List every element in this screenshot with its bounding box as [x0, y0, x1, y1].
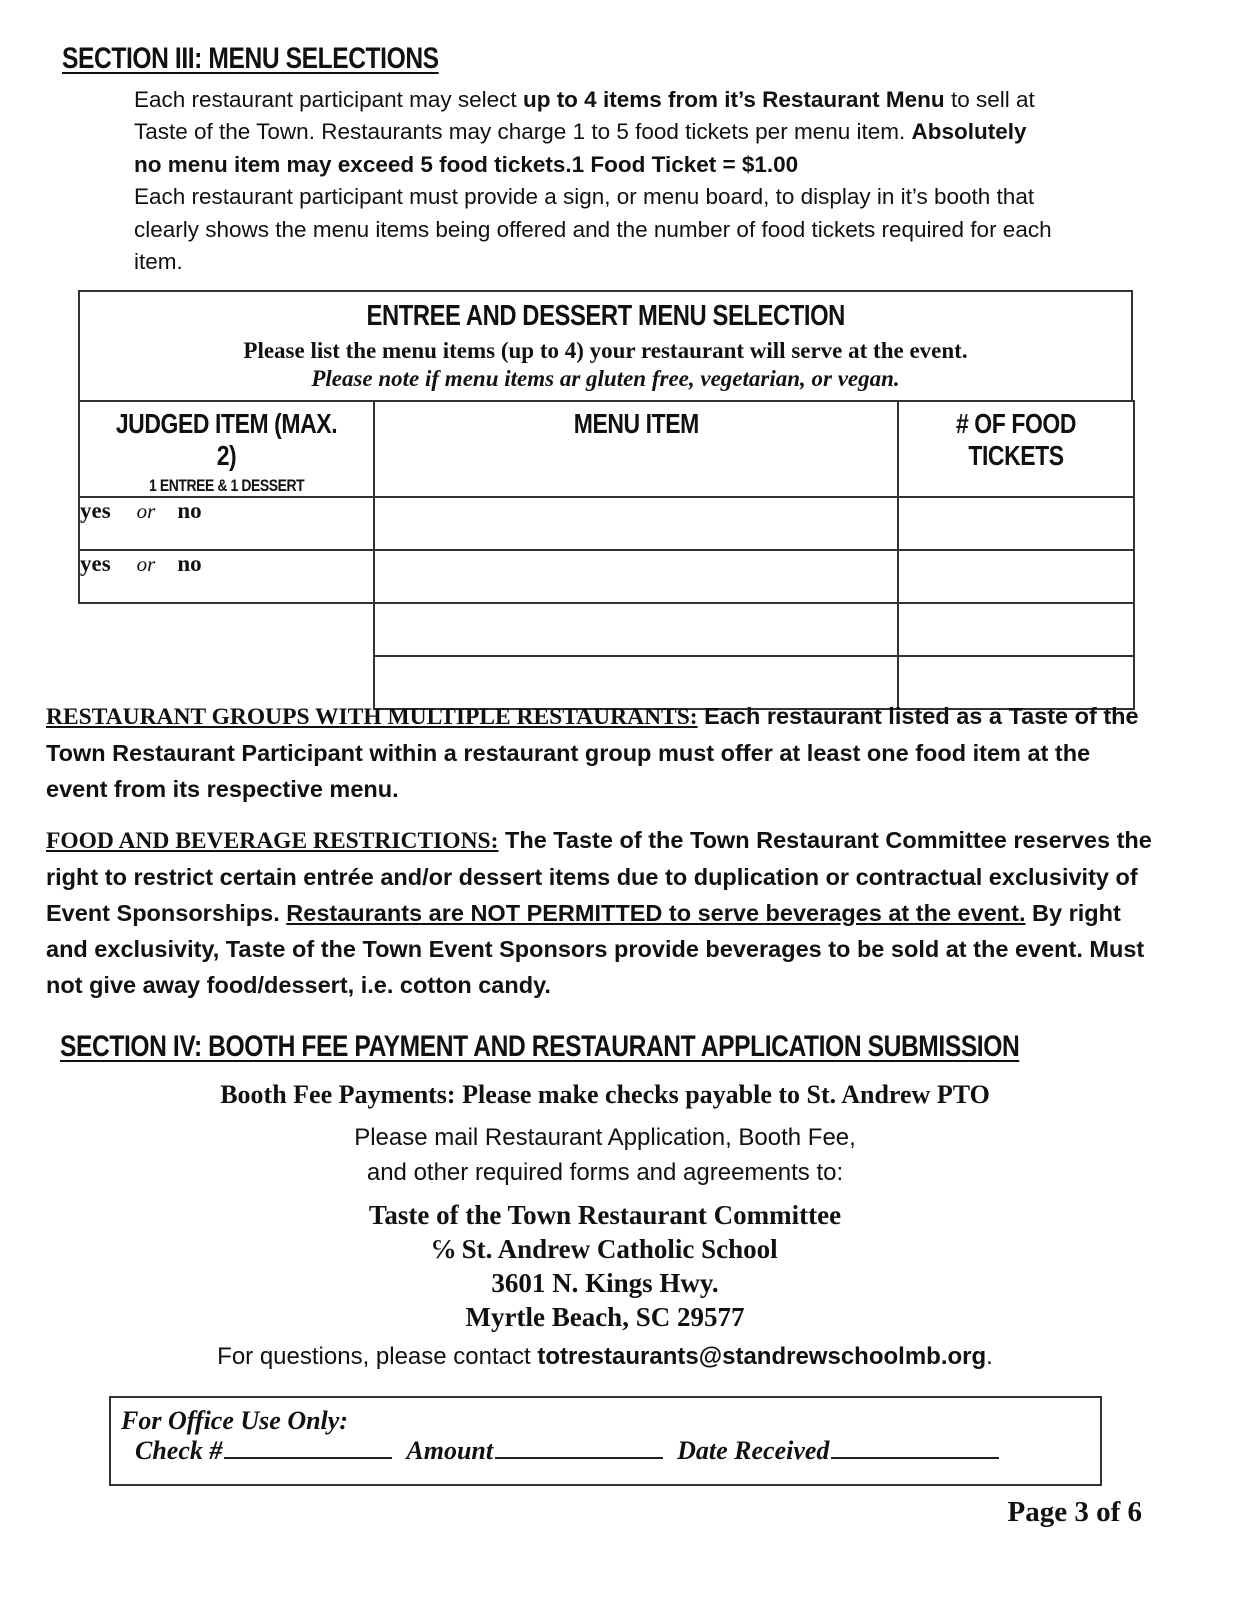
mail-line-1: Please mail Restaurant Application, Booth Fee, — [354, 1124, 856, 1151]
address-line: Taste of the Town Restaurant Committee — [368, 1200, 842, 1230]
mail-line-2: and other required forms and agreements to: — [366, 1159, 844, 1186]
menu-table — [78, 400, 1135, 710]
food-tickets-cell[interactable] — [898, 603, 1134, 656]
menu-item-header: MENU ITEM — [374, 401, 898, 497]
check-number-field[interactable] — [224, 1437, 392, 1459]
judged-choice-2[interactable] — [79, 550, 374, 603]
or-text: or — [136, 552, 156, 576]
menu-item-cell[interactable] — [374, 497, 898, 550]
date-received-label: Date Received — [677, 1436, 830, 1465]
menu-box-note: Please note if menu items ar gluten free, vegetarian, or vegan. — [311, 366, 900, 391]
office-use-title: For Office Use Only: — [121, 1406, 348, 1435]
address-line: ℅ St. Andrew Catholic School — [432, 1234, 778, 1264]
section-iii-intro — [134, 84, 1054, 278]
food-tickets-cell[interactable] — [898, 497, 1134, 550]
section-iii-title: SECTION III: MENU SELECTIONS — [62, 42, 439, 75]
table-row — [79, 603, 1134, 656]
intro-paragraph-1: Each restaurant participant may select up to 4 items from it’s Restaurant Menu to sell at Taste of the Town. Restaurants may charge 1 to 5 food tickets per menu item. Absolutely no menu item may exceed 5 food tickets.1 Food Ticket = $1.00 — [134, 87, 1035, 177]
payment-line: Booth Fee Payments: Please make checks payable to St. Andrew PTO — [220, 1080, 990, 1109]
check-label: Check # — [135, 1436, 223, 1465]
or-text: or — [136, 499, 156, 523]
empty-cell — [79, 603, 374, 656]
page-number: Page 3 of 6 — [1007, 1496, 1142, 1528]
food-tickets-header: # OF FOOD TICKETS — [898, 401, 1134, 497]
food-tickets-cell[interactable] — [898, 550, 1134, 603]
yes-option[interactable]: yes — [80, 498, 111, 523]
no-option[interactable]: no — [177, 498, 202, 523]
questions-line: For questions, please contact totrestaurants@standrewschoolmb.org. — [217, 1343, 993, 1370]
table-row — [79, 550, 1134, 603]
menu-box-title: ENTREE AND DESSERT MENU SELECTION — [366, 300, 845, 332]
menu-box-instruction: Please list the menu items (up to 4) your restaurant will serve at the event. — [243, 338, 968, 363]
restrictions-paragraph: FOOD AND BEVERAGE RESTRICTIONS: The Taste of the Town Restaurant Committee reserves the right to restrict certain entrée and/or dessert items due to duplication or contractual exclusivity of Event Sponsorships. Restaurants are NOT PERMITTED to serve beverages at the event. By right and exclusivity, Taste of the Town Event Sponsors provide beverages to be sold at the event. Must not give away food/dessert, i.e. cotton candy. — [46, 827, 1152, 998]
mailing-address — [0, 1198, 1210, 1334]
yes-option[interactable]: yes — [80, 551, 111, 576]
table-header-row — [79, 401, 1134, 497]
address-line: 3601 N. Kings Hwy. — [491, 1268, 719, 1298]
menu-item-cell[interactable] — [374, 550, 898, 603]
no-option[interactable]: no — [177, 551, 202, 576]
amount-field[interactable] — [495, 1437, 663, 1459]
judged-choice-1[interactable] — [79, 497, 374, 550]
menu-selection-box — [78, 290, 1133, 400]
restaurant-groups-paragraph: RESTAURANT GROUPS WITH MULTIPLE RESTAURANTS: Each restaurant listed as a Taste of the Town Restaurant Participant within a restaurant group must offer at least one food item at the event from its respective menu. — [46, 703, 1139, 802]
address-line: Myrtle Beach, SC 29577 — [465, 1302, 745, 1332]
table-row — [79, 497, 1134, 550]
intro-paragraph-2: Each restaurant participant must provide a sign, or menu board, to display in it’s booth that clearly shows the menu items being offered and the number of food tickets required for each item. — [134, 184, 1052, 275]
office-use-fields — [135, 1436, 1009, 1466]
section-iv-title: SECTION IV: BOOTH FEE PAYMENT AND RESTAURANT APPLICATION SUBMISSION — [60, 1030, 1020, 1063]
judged-item-header: JUDGED ITEM (MAX. 2) 1 ENTREE & 1 DESSERT — [79, 401, 374, 497]
contact-email-link[interactable]: totrestaurants@standrewschoolmb.org — [537, 1343, 987, 1370]
amount-label: Amount — [406, 1436, 494, 1465]
office-use-box — [109, 1396, 1102, 1486]
date-received-field[interactable] — [831, 1437, 999, 1459]
menu-item-cell[interactable] — [374, 603, 898, 656]
